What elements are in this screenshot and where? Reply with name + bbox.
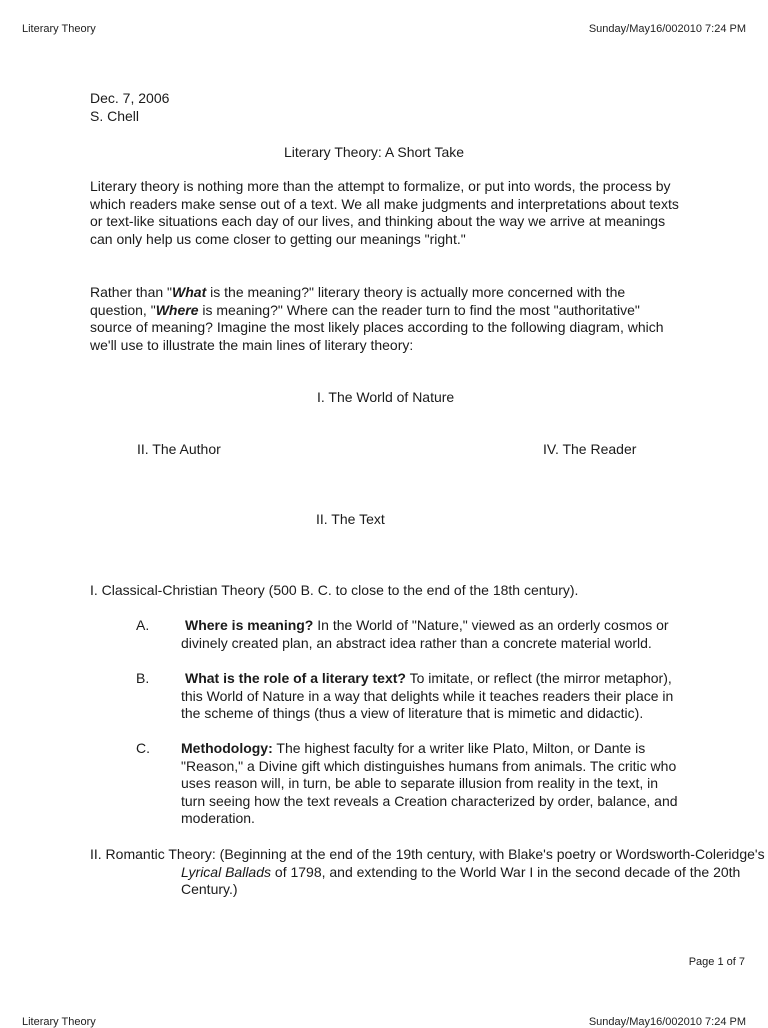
para2-text-2: is the meaning?" literary theory is actually more concerned with the question, "	[90, 284, 626, 318]
item-b-text: To imitate, or reflect (the mirror metaphor), this World of Nature in a way that delights while it teaches readers their place in the scheme of things (thus a view of literature that is mimetic and didactic).	[181, 670, 674, 721]
item-a-text: In the World of "Nature," viewed as an orderly cosmos or divinely created plan, an abstract idea rather than a concrete material world.	[181, 617, 669, 651]
item-b-label: B.	[136, 670, 150, 686]
para2-text-3: is meaning?" Where can the reader turn to find the most "authoritative" source of meaning? Imagine the most likely places according to the following diagram, which we'll use to illustrate the main lines of literary theory:	[90, 301, 664, 353]
section-1-heading: I. Classical-Christian Theory (500 B. C. to close to the end of the 18th century).	[90, 582, 579, 598]
diagram-nature: I. The World of Nature	[317, 389, 455, 405]
paragraph-1: Literary theory is nothing more than the attempt to formalize, or put into words, the process by which readers make sense out of a text. We all make judgments and interpretations about texts or text-like situations each day of our lives, and thinking about the way we arrive at meanings can only help us come closer to getting our meanings "right."	[90, 178, 679, 247]
next-page-header-timestamp: Sunday/May16/002010 7:24 PM	[588, 1016, 746, 1028]
item-c-heading: Methodology:	[181, 740, 273, 756]
section-2-paragraph	[90, 846, 768, 899]
header-timestamp: Sunday/May16/002010 7:24 PM	[588, 23, 746, 35]
doc-author: S. Chell	[90, 108, 140, 124]
para2-text-1: Rather than "	[90, 284, 173, 300]
question-paragraph	[90, 284, 680, 354]
diagram-text: II. The Text	[316, 511, 385, 527]
section-2-text-2: of 1798, and extending to the World War I in the second decade of the 20th Century.)	[181, 863, 741, 897]
page-number: Page 1 of 7	[688, 956, 745, 968]
paragraph-2	[90, 284, 680, 354]
header-title: Literary Theory	[22, 23, 96, 35]
doc-date: Dec. 7, 2006	[90, 90, 170, 106]
para2-where: Where	[155, 301, 199, 318]
section-1-item-a	[136, 617, 681, 652]
diagram-author: II. The Author	[137, 441, 221, 457]
item-b-heading: What is the role of a literary text?	[185, 670, 406, 686]
section-1-item-c	[136, 740, 681, 828]
item-a-label: A.	[136, 617, 150, 633]
item-a-heading: Where is meaning?	[185, 617, 314, 633]
next-page-header-title: Literary Theory	[22, 1016, 96, 1028]
doc-title: Literary Theory: A Short Take	[284, 144, 465, 160]
para2-what: What	[172, 284, 207, 300]
section-1-item-b	[136, 670, 681, 723]
section-2-text-1: II. Romantic Theory: (Beginning at the end of the 19th century, with Blake's poetry or Wordsworth-Coleridge's	[90, 846, 765, 862]
intro-paragraph	[90, 178, 680, 248]
item-c-text: The highest faculty for a writer like Plato, Milton, or Dante is "Reason," a Divine gift which distinguishes humans from animals. The critic who uses reason will, in turn, be able to separate illusion from reality in the text, in turn seeing how the text reveals a Creation characterized by order, balance, and moderation.	[181, 740, 678, 826]
diagram-reader: IV. The Reader	[543, 441, 637, 457]
item-c-label: C.	[136, 740, 150, 756]
section-2-italic: Lyrical Ballads	[181, 863, 272, 880]
section-2	[90, 846, 768, 899]
